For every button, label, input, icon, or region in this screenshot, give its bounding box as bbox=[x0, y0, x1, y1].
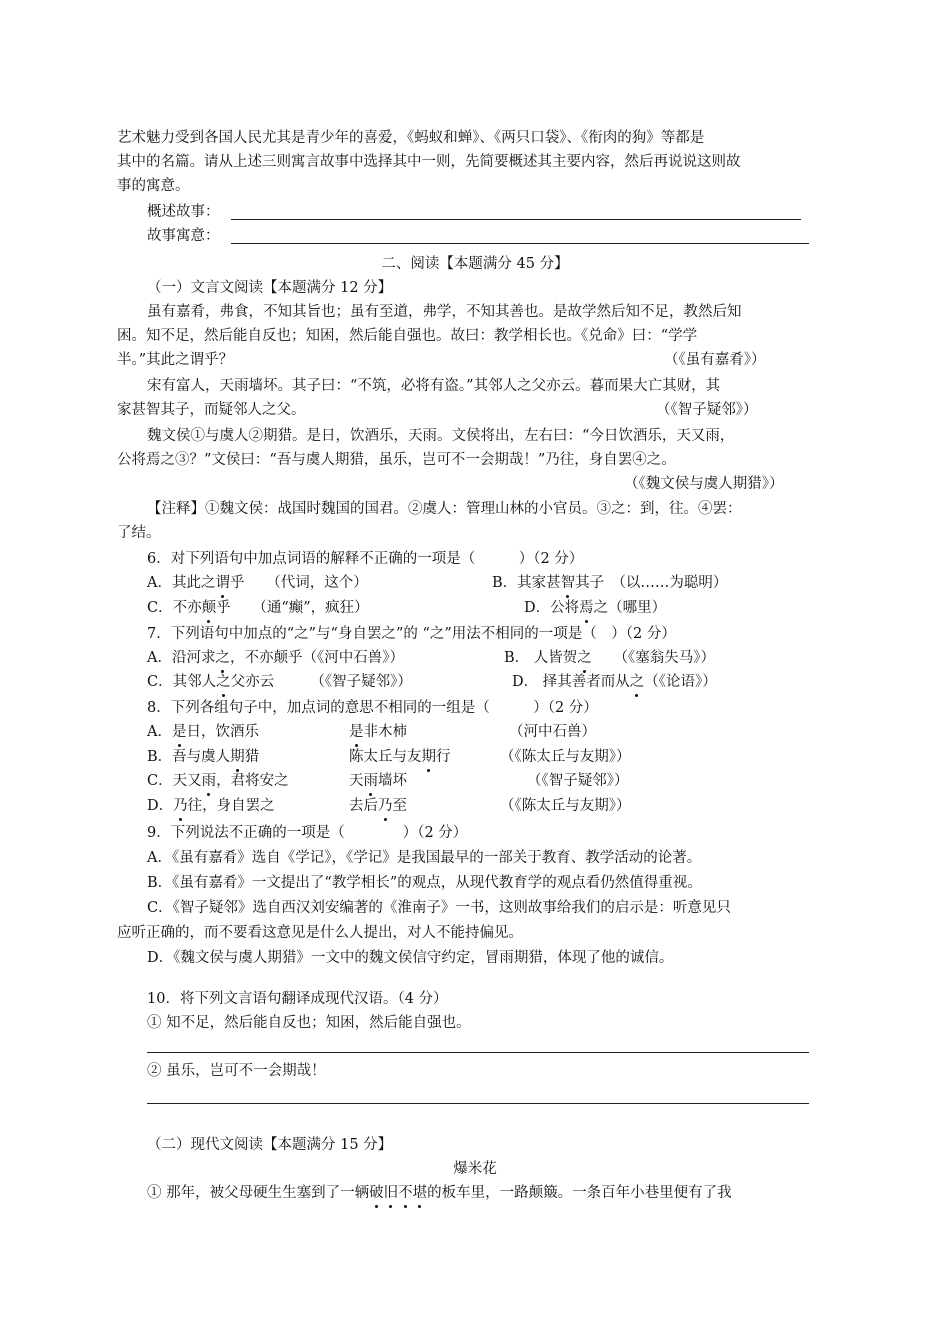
question-9-option-a[interactable]: A．《虽有嘉肴》选自《学记》，《学记》是我国最早的一部关于教育、教学活动的论著。 bbox=[147, 850, 702, 866]
question-9-option-d[interactable]: D．《魏文侯与虞人期猎》一文中的魏文侯信守约定，冒雨期猎，体现了他的诚信。 bbox=[147, 950, 674, 966]
question-9-option-b[interactable]: B．《虽有嘉肴》一文提出了“教学相长”的观点，从现代教育学的观点看仍然值得重视。 bbox=[147, 875, 702, 891]
question-8-option-b-source: （《陈太丘与友期》） bbox=[500, 749, 631, 765]
question-10-stem: 10．将下列文言语句翻译成现代汉语。（4 分） bbox=[147, 991, 448, 1007]
story-moral-answer-line[interactable] bbox=[231, 243, 809, 244]
passage-2-source: （《智子疑邻》） bbox=[656, 402, 758, 418]
essay-title: 爆米花 bbox=[453, 1161, 497, 1177]
question-8-option-d-source: （《陈太丘与友期》） bbox=[500, 798, 631, 814]
question-9-stem: 9．下列说法不正确的一项是（ ）（2 分） bbox=[147, 825, 468, 841]
passage-3-source: （《魏文侯与虞人期猎》） bbox=[624, 476, 784, 492]
question-8-option-a[interactable]: A．是日，饮酒乐 bbox=[147, 724, 259, 740]
question-7-option-a[interactable]: A．沿河求之，不亦颠乎（《河中石兽》） bbox=[147, 650, 404, 666]
question-8-option-d-compare: 去后乃至 bbox=[349, 798, 407, 814]
question-10-sentence-1: ① 知不足，然后能自反也；知困，然后能自强也。 bbox=[147, 1015, 471, 1031]
story-moral-label: 故事寓意： bbox=[147, 228, 220, 244]
question-8-option-c[interactable]: C．天又雨，君将安之 bbox=[147, 773, 289, 789]
question-9-option-c-line-2: 应听正确的，而不要看这意见是什么人提出，对人不能持偏见。 bbox=[117, 925, 523, 941]
question-6-option-a[interactable]: A．其此之谓乎 （代词，这个） bbox=[147, 575, 368, 591]
question-7-option-b[interactable]: B． 人皆贺之 （《塞翁失马》） bbox=[504, 650, 716, 666]
question-6-option-d[interactable]: D．公将焉之（哪里） bbox=[524, 600, 667, 616]
passage-3-line-1: 魏文侯①与虞人②期猎。是日，饮酒乐，天雨。文侯将出，左右曰：“今日饮酒乐，天又雨， bbox=[147, 428, 735, 444]
emphasis-char: 破 bbox=[369, 1185, 384, 1201]
question-6-option-b[interactable]: B．其家甚智其子 （以……为聪明） bbox=[492, 575, 728, 591]
question-7-option-c[interactable]: C．其邻人之父亦云 （《智子疑邻》） bbox=[147, 674, 412, 690]
passage-1-line-2: 困。知不足，然后能自反也；知困，然后能自强也。故曰：教学相长也。《兑命》曰：“学学 bbox=[117, 328, 698, 344]
emphasis-char: 旧 bbox=[383, 1185, 399, 1201]
question-8-option-c-source: （《智子疑邻》） bbox=[527, 773, 629, 789]
annotation-line-1: 【注释】①魏文侯：战国时魏国的国君。②虞人：管理山林的小官员。③之：到，往。④罢： bbox=[147, 501, 742, 517]
story-summary-answer-line[interactable] bbox=[231, 219, 801, 220]
question-6-stem: 6．对下列语句中加点词语的解释不正确的一项是（ ）（2 分） bbox=[147, 551, 584, 567]
part-2-heading: （二）现代文阅读【本题满分 15 分】 bbox=[147, 1137, 393, 1153]
passage-1-line-1: 虽有嘉肴，弗食，不知其旨也；虽有至道，弗学，不知其善也。是故学然后知不足，教然后知 bbox=[147, 304, 742, 320]
question-8-stem: 8．下列各组句子中，加点词的意思不相同的一组是（ ）（2 分） bbox=[147, 700, 598, 716]
intro-line-3: 事的寓意。 bbox=[117, 178, 190, 194]
question-8-option-a-source: （河中石兽） bbox=[509, 724, 596, 740]
passage-1-line-3: 半。”其此之谓乎？ bbox=[117, 352, 234, 368]
question-8-option-a-compare: 是非木柿 bbox=[349, 724, 407, 740]
annotation-line-2: 了结。 bbox=[117, 525, 161, 541]
question-9-option-c-line-1[interactable]: C．《智子疑邻》选自西汉刘安编著的《淮南子》一书，这则故事给我们的启示是：听意见只 bbox=[147, 900, 731, 916]
emphasis-char: 堪 bbox=[412, 1185, 428, 1201]
passage-1-source: （《虽有嘉肴》） bbox=[664, 352, 766, 368]
section-2-heading: 二、阅读【本题满分 45 分】 bbox=[381, 256, 569, 272]
question-10-answer-line-1[interactable] bbox=[147, 1052, 809, 1053]
passage-3-line-2: 公将焉之③？”文侯曰：“吾与虞人期猎，虽乐，岂可不一会期哉！”乃往，身自罢④之。 bbox=[117, 452, 676, 468]
essay-paragraph-1: ① 那年，被父母硬生生塞到了一辆破旧不堪的板车里，一路颠簸。一条百年小巷里便有了我 bbox=[147, 1185, 732, 1201]
intro-line-1: 艺术魅力受到各国人民尤其是青少年的喜爱，《蚂蚁和蝉》、《两只口袋》、《衔肉的狗》等都是 bbox=[117, 130, 705, 146]
question-6-option-c[interactable]: C．不亦颠乎 （通“癫”，疯狂） bbox=[147, 600, 369, 616]
part-1-heading: （一）文言文阅读【本题满分 12 分】 bbox=[147, 280, 393, 296]
intro-line-2: 其中的名篇。请从上述三则寓言故事中选择其中一则，先简要概述其主要内容，然后再说说这则故 bbox=[117, 154, 741, 170]
question-7-stem: 7．下列语句中加点的“之”与“身自罢之”的 “之”用法不相同的一项是（ ）（2 分） bbox=[147, 626, 676, 642]
emphasis-char: 不 bbox=[398, 1185, 413, 1201]
passage-2-line-2: 家甚智其子，而疑邻人之父。 bbox=[117, 402, 306, 418]
question-8-option-b-compare: 陈太丘与友期行 bbox=[349, 749, 451, 765]
question-8-option-b[interactable]: B．吾与虞人期猎 bbox=[147, 749, 260, 765]
story-summary-label: 概述故事： bbox=[147, 204, 220, 220]
question-10-answer-line-2[interactable] bbox=[147, 1103, 809, 1104]
question-8-option-d[interactable]: D．乃往，身自罢之 bbox=[147, 798, 275, 814]
question-7-option-d[interactable]: D． 择其善者而从之（《论语》） bbox=[512, 674, 717, 690]
question-8-option-c-compare: 天雨墙坏 bbox=[349, 773, 407, 789]
question-10-sentence-2: ② 虽乐，岂可不一会期哉！ bbox=[147, 1063, 326, 1079]
passage-2-line-1: 宋有富人，天雨墙坏。其子曰：“不筑，必将有盗。”其邻人之父亦云。暮而果大亡其财，其 bbox=[147, 378, 721, 394]
